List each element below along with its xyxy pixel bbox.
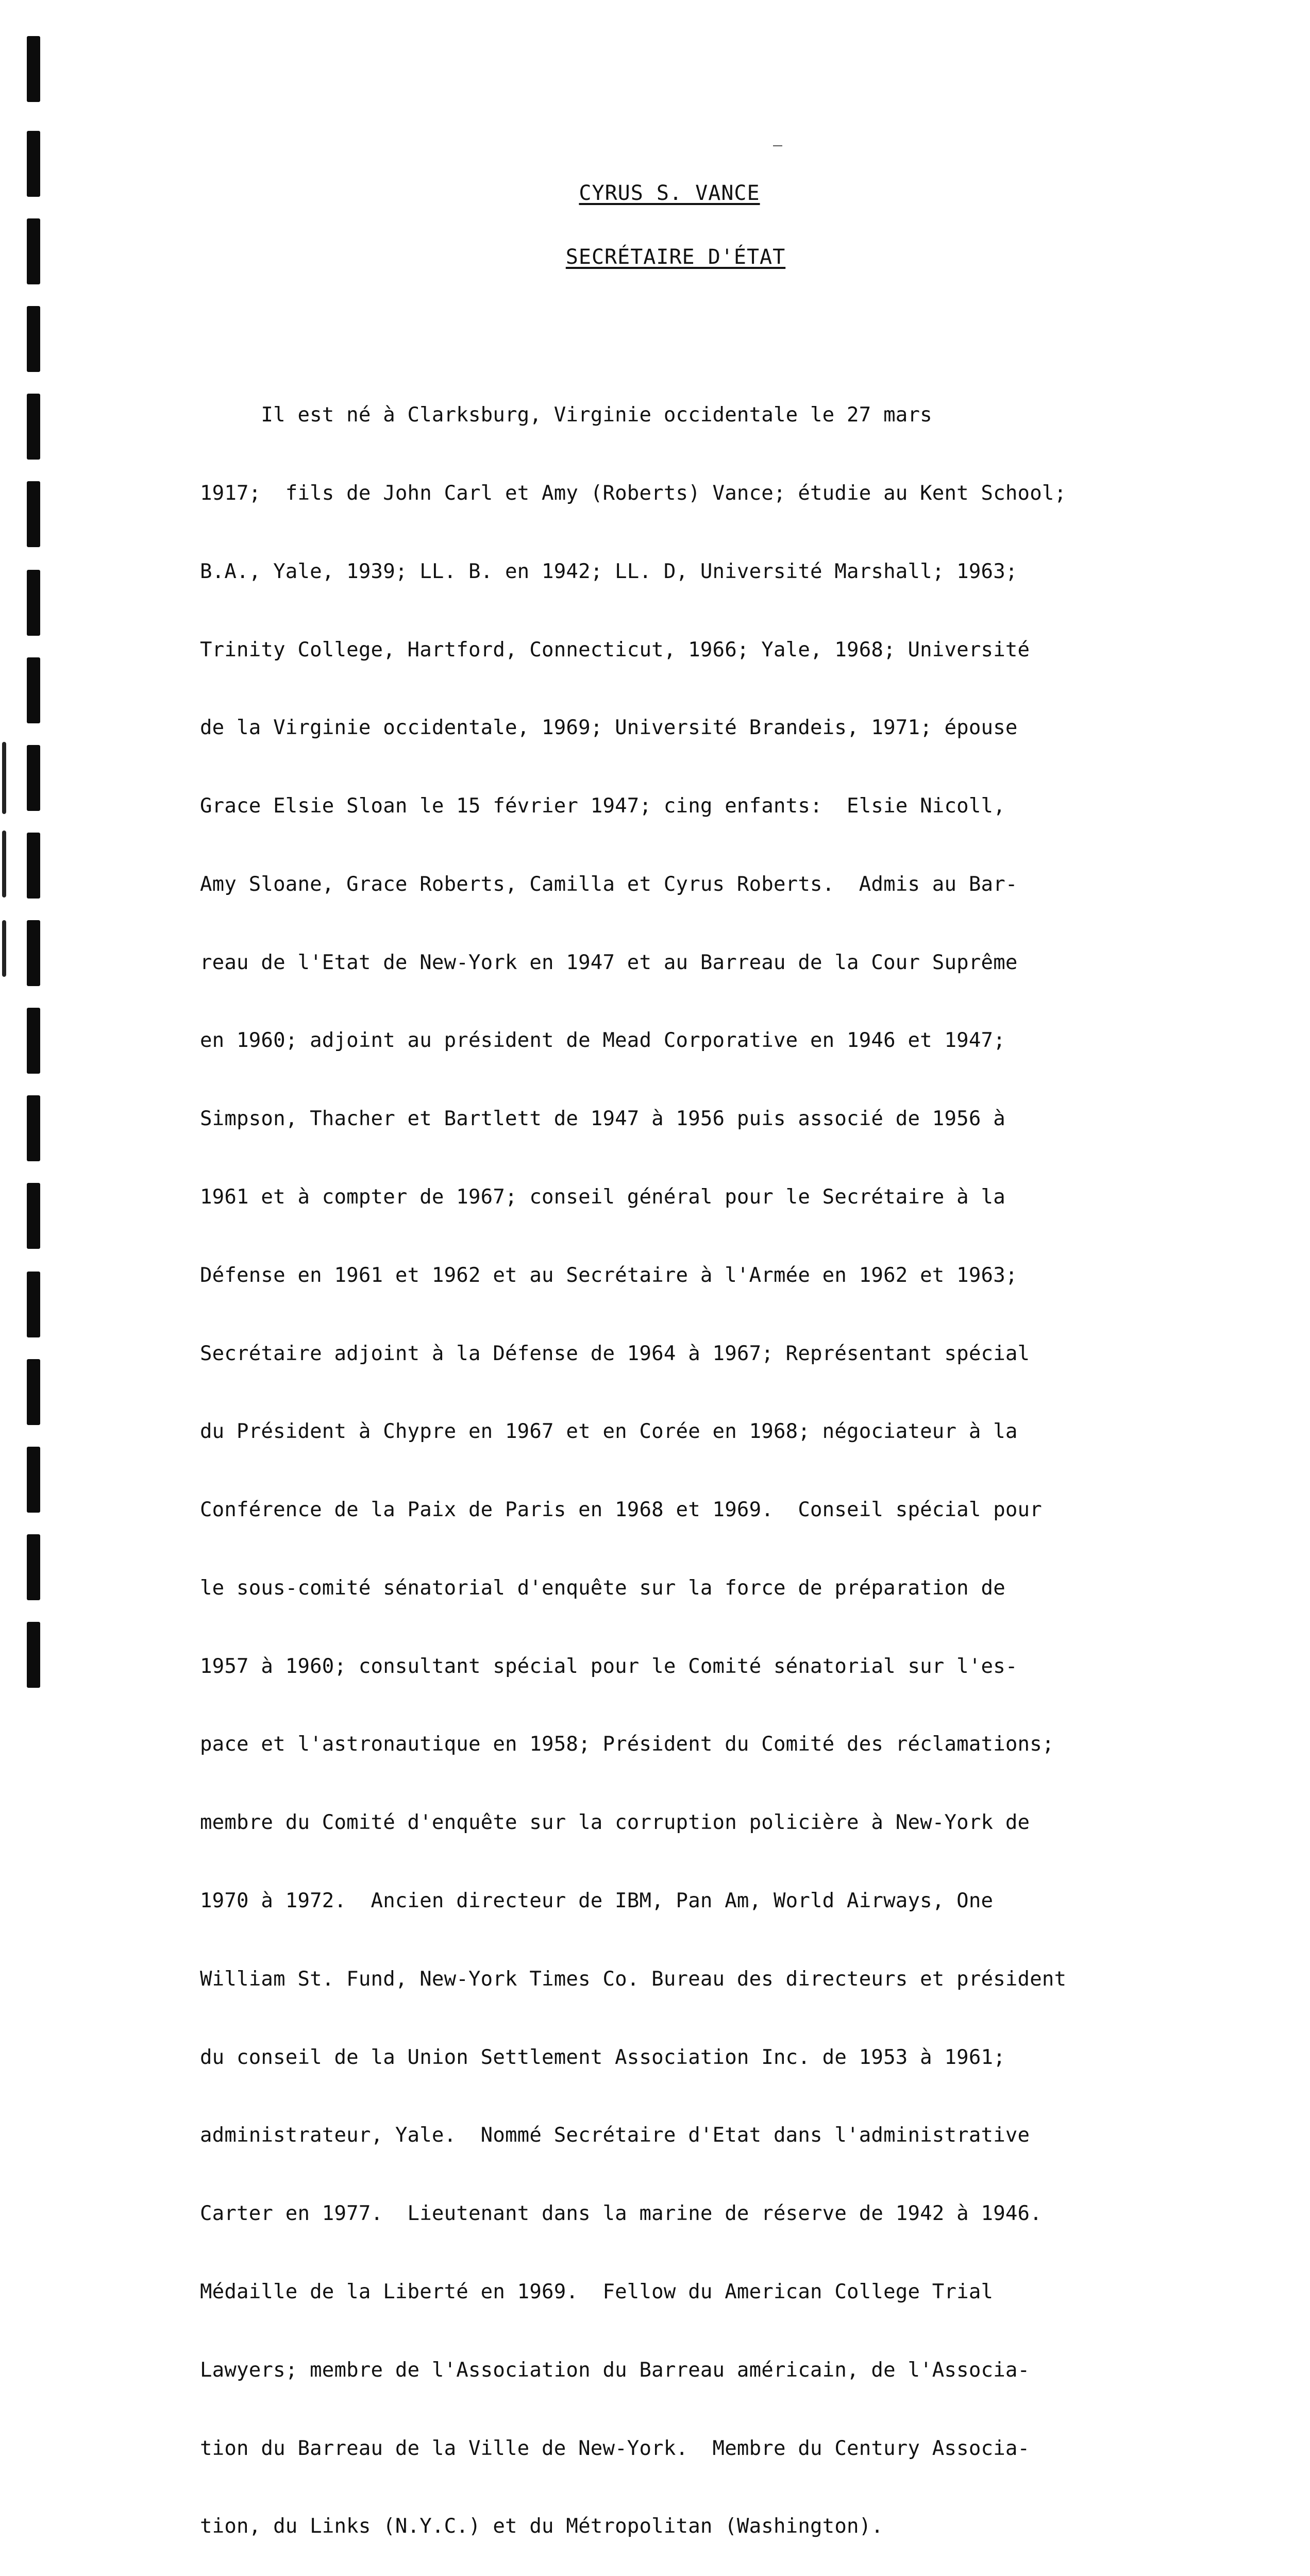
- binding-hole: [27, 1008, 40, 1074]
- body-line: du Président à Chypre en 1967 et en Corée en 1968; négociateur à la: [200, 1420, 1018, 1444]
- body-line: 1917; fils de John Carl et Amy (Roberts) Vance; étudie au Kent School;: [200, 481, 1067, 505]
- body-line: Carter en 1977. Lieutenant dans la marine de réserve de 1942 à 1946.: [200, 2202, 1042, 2226]
- body-line: administrateur, Yale. Nommé Secrétaire d'Etat dans l'administrative: [200, 2124, 1030, 2147]
- binding-hole: [27, 1447, 40, 1513]
- binding-hole: [27, 1359, 40, 1425]
- binding-hole: [27, 833, 40, 899]
- body-line: tion, du Links (N.Y.C.) et du Métropolitan (Washington).: [200, 2515, 884, 2538]
- title-text: CYRUS S. VANCE: [579, 181, 760, 205]
- binding-hole: [27, 1272, 40, 1337]
- margin-bracket-mark: [2, 920, 6, 977]
- binding-hole: [27, 657, 40, 723]
- body-line: Grace Elsie Sloan le 15 février 1947; cing enfants: Elsie Nicoll,: [200, 794, 1005, 818]
- body-line: Défense en 1961 et 1962 et au Secrétaire à l'Armée en 1962 et 1963;: [200, 1263, 1018, 1287]
- binding-hole: [27, 745, 40, 811]
- document-title: [14, 181, 1310, 205]
- binding-hole: [27, 1095, 40, 1161]
- binding-hole: [27, 306, 40, 372]
- margin-bracket-mark: [2, 742, 6, 814]
- binding-hole: [27, 1622, 40, 1688]
- body-line: le sous-comité sénatorial d'enquête sur la force de préparation de: [200, 1576, 1005, 1600]
- binding-hole: [27, 920, 40, 986]
- body-line: 1961 et à compter de 1967; conseil général pour le Secrétaire à la: [200, 1185, 1005, 1209]
- body-line: de la Virginie occidentale, 1969; Université Brandeis, 1971; épouse: [200, 716, 1018, 740]
- document-subtitle: [21, 245, 1310, 269]
- body-line: tion du Barreau de la Ville de New-York. Membre du Century Associa-: [200, 2436, 1030, 2460]
- body-line: Simpson, Thacher et Bartlett de 1947 à 1956 puis associé de 1956 à: [200, 1107, 1005, 1131]
- scan-artifact-mark: [773, 145, 782, 146]
- body-line: reau de l'Etat de New-York en 1947 et au Barreau de la Cour Suprême: [200, 951, 1018, 974]
- body-line: Secrétaire adjoint à la Défense de 1964 à 1967; Représentant spécial: [200, 1342, 1030, 1365]
- binding-hole: [27, 394, 40, 460]
- body-line: membre du Comité d'enquête sur la corruption policière à New-York de: [200, 1811, 1030, 1835]
- body-line: Il est né à Clarksburg, Virginie occidentale le 27 mars: [200, 403, 932, 427]
- body-line: Médaille de la Liberté en 1969. Fellow du American College Trial: [200, 2280, 994, 2303]
- body-line: Trinity College, Hartford, Connecticut, 1966; Yale, 1968; Université: [200, 638, 1030, 662]
- binding-hole: [27, 36, 40, 102]
- binding-hole: [27, 1183, 40, 1249]
- biography-paragraph: [200, 350, 1138, 2576]
- body-line: 1957 à 1960; consultant spécial pour le Comité sénatorial sur l'es-: [200, 1654, 1018, 1678]
- body-line: en 1960; adjoint au président de Mead Corporative en 1946 et 1947;: [200, 1029, 1005, 1053]
- body-line: Conférence de la Paix de Paris en 1968 et 1969. Conseil spécial pour: [200, 1498, 1042, 1522]
- body-line: du conseil de la Union Settlement Association Inc. de 1953 à 1961;: [200, 2045, 1005, 2069]
- body-line: William St. Fund, New-York Times Co. Bureau des directeurs et président: [200, 1967, 1067, 1991]
- body-line: Lawyers; membre de l'Association du Barreau américain, de l'Associa-: [200, 2358, 1030, 2382]
- binding-hole: [27, 481, 40, 547]
- margin-bracket-mark: [2, 831, 6, 897]
- subtitle-text: SECRÉTAIRE D'ÉTAT: [565, 245, 786, 269]
- body-line: pace et l'astronautique en 1958; Président du Comité des réclamations;: [200, 1733, 1054, 1756]
- body-line: B.A., Yale, 1939; LL. B. en 1942; LL. D, Université Marshall; 1963;: [200, 560, 1018, 583]
- body-line: 1970 à 1972. Ancien directeur de IBM, Pan Am, World Airways, One: [200, 1889, 994, 1913]
- body-line: Amy Sloane, Grace Roberts, Camilla et Cyrus Roberts. Admis au Bar-: [200, 872, 1018, 896]
- binding-hole: [27, 570, 40, 636]
- binding-hole: [27, 1534, 40, 1600]
